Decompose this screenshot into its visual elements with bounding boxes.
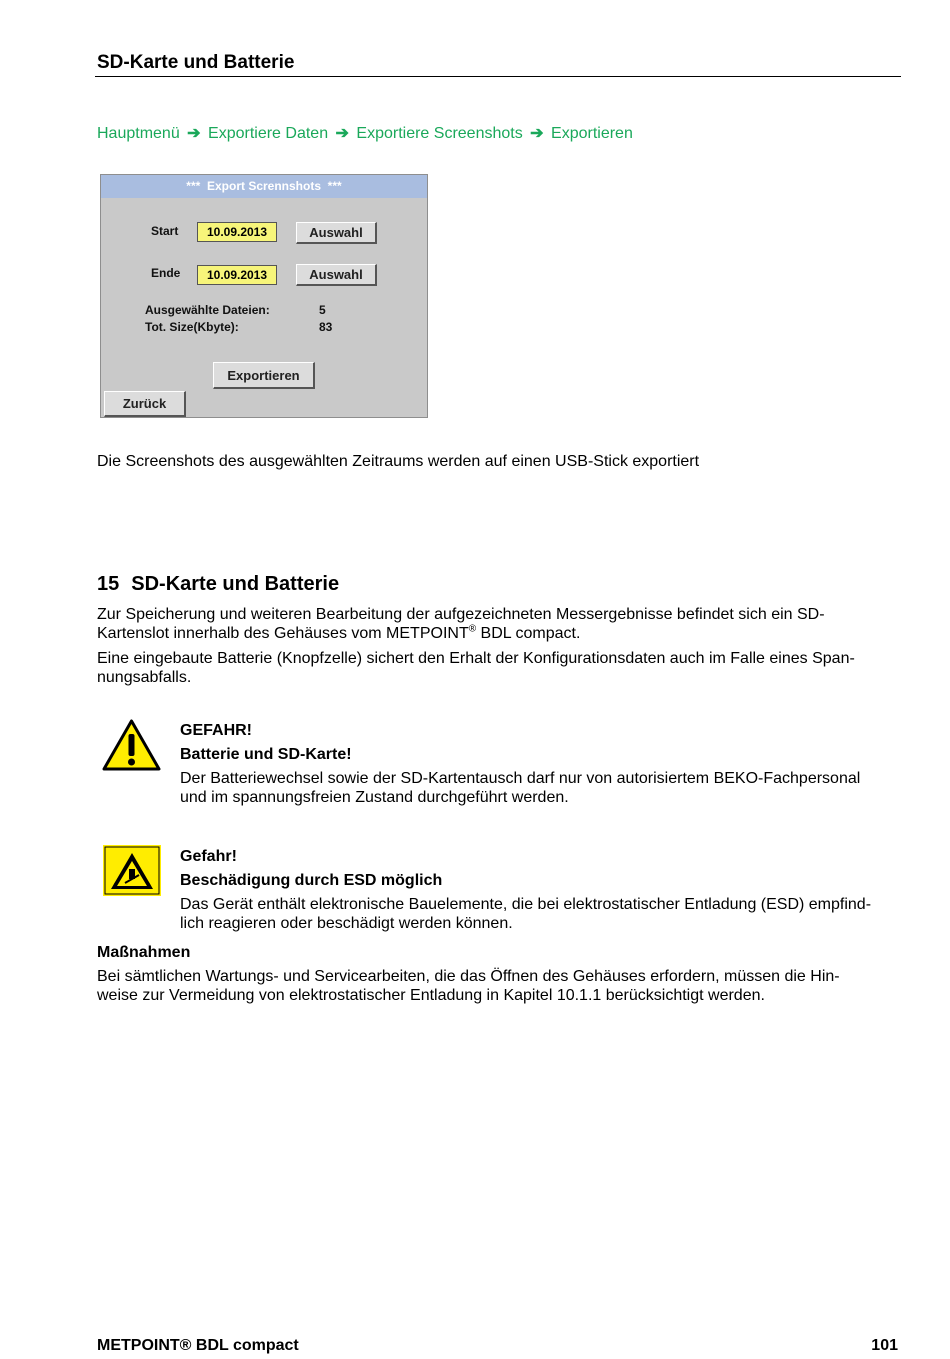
- breadcrumb-item-export: Exportieren: [551, 125, 633, 142]
- end-date-field[interactable]: 10.09.2013: [197, 265, 277, 285]
- start-label: Start: [151, 224, 179, 238]
- section-paragraph-1: [97, 605, 897, 643]
- section-title: SD-Karte und Batterie: [131, 573, 340, 595]
- warning-text-line: lich reagieren oder beschädigt werden können.: [180, 915, 513, 932]
- start-select-button[interactable]: Auswahl: [296, 222, 377, 244]
- warning-danger-block: [180, 721, 900, 807]
- back-button[interactable]: Zurück: [104, 391, 186, 417]
- warning-esd-block: [180, 847, 900, 933]
- total-size-value: 83: [319, 320, 333, 334]
- device-screen: [100, 174, 428, 418]
- warning-text-line: Das Gerät enthält elektronische Bauelemente, die bei elektrostatischer Entladung (ESD) empfind-: [180, 896, 872, 913]
- measures-block: [97, 943, 897, 1005]
- page-header-title: SD-Karte und Batterie: [97, 52, 295, 73]
- paragraph-line: Eine eingebaute Batterie (Knopfzelle) sichert den Erhalt der Konfigurationsdaten auch im Falle eines Span-: [97, 650, 855, 667]
- device-screen-title: *** Export Scrennshots ***: [101, 175, 427, 198]
- text-span: BDL compact.: [476, 625, 581, 642]
- arrow-right-icon: ➔: [335, 125, 349, 142]
- breadcrumb-item-main-menu: Hauptmenü: [97, 125, 180, 142]
- breadcrumb: [97, 123, 633, 143]
- measures-text-line: Bei sämtlichen Wartungs- und Servicearbeiten, die das Öffnen des Gehäuses erfordern, müssen die Hin-: [97, 968, 840, 985]
- warning-text-line: und im spannungsfreien Zustand durchgeführt werden.: [180, 789, 569, 806]
- warning-subheading: Beschädigung durch ESD möglich: [180, 872, 443, 889]
- warning-text-line: Der Batteriewechsel sowie der SD-Kartentausch darf nur von autorisiertem BEKO-Fachpersonal: [180, 770, 861, 787]
- esd-icon: [103, 845, 161, 896]
- arrow-right-icon: ➔: [187, 125, 201, 142]
- section-number: 15: [97, 573, 120, 595]
- total-size-label: Tot. Size(Kbyte):: [145, 320, 239, 334]
- screenshot-caption: Die Screenshots des ausgewählten Zeitraums werden auf einen USB-Stick exportiert: [97, 453, 700, 470]
- end-select-button[interactable]: Auswahl: [296, 264, 377, 286]
- measures-text-line: weise zur Vermeidung von elektrostatischer Entladung in Kapitel 10.1.1 berücksichtigt werden.: [97, 987, 765, 1004]
- selected-files-value: 5: [319, 303, 326, 317]
- start-date-field[interactable]: 10.09.2013: [197, 222, 277, 242]
- breadcrumb-item-export-screenshots: Exportiere Screenshots: [356, 125, 523, 142]
- arrow-right-icon: ➔: [530, 125, 544, 142]
- footer-product: METPOINT® BDL compact: [97, 1337, 299, 1354]
- warning-subheading: Batterie und SD-Karte!: [180, 746, 352, 763]
- paragraph-line: Zur Speicherung und weiteren Bearbeitung der aufgezeichneten Messergebnisse befindet sich ein SD-: [97, 606, 825, 623]
- section-heading: [97, 573, 339, 596]
- section-paragraph-2: [97, 649, 897, 687]
- footer-page-number: 101: [871, 1337, 898, 1354]
- warning-heading: Gefahr!: [180, 848, 237, 865]
- warning-heading: GEFAHR!: [180, 722, 252, 739]
- warning-triangle-icon: [102, 719, 161, 771]
- paragraph-line: nungsabfalls.: [97, 669, 192, 686]
- text-span: Kartenslot innerhalb des Gehäuses vom METPOINT: [97, 625, 469, 642]
- measures-heading: Maßnahmen: [97, 944, 191, 961]
- paragraph-line: [97, 624, 897, 643]
- header-divider: [95, 76, 901, 77]
- registered-mark: ®: [468, 623, 477, 635]
- end-label: Ende: [151, 266, 181, 280]
- export-button[interactable]: Exportieren: [213, 362, 315, 389]
- breadcrumb-item-export-data: Exportiere Daten: [208, 125, 329, 142]
- selected-files-label: Ausgewählte Dateien:: [145, 303, 270, 317]
